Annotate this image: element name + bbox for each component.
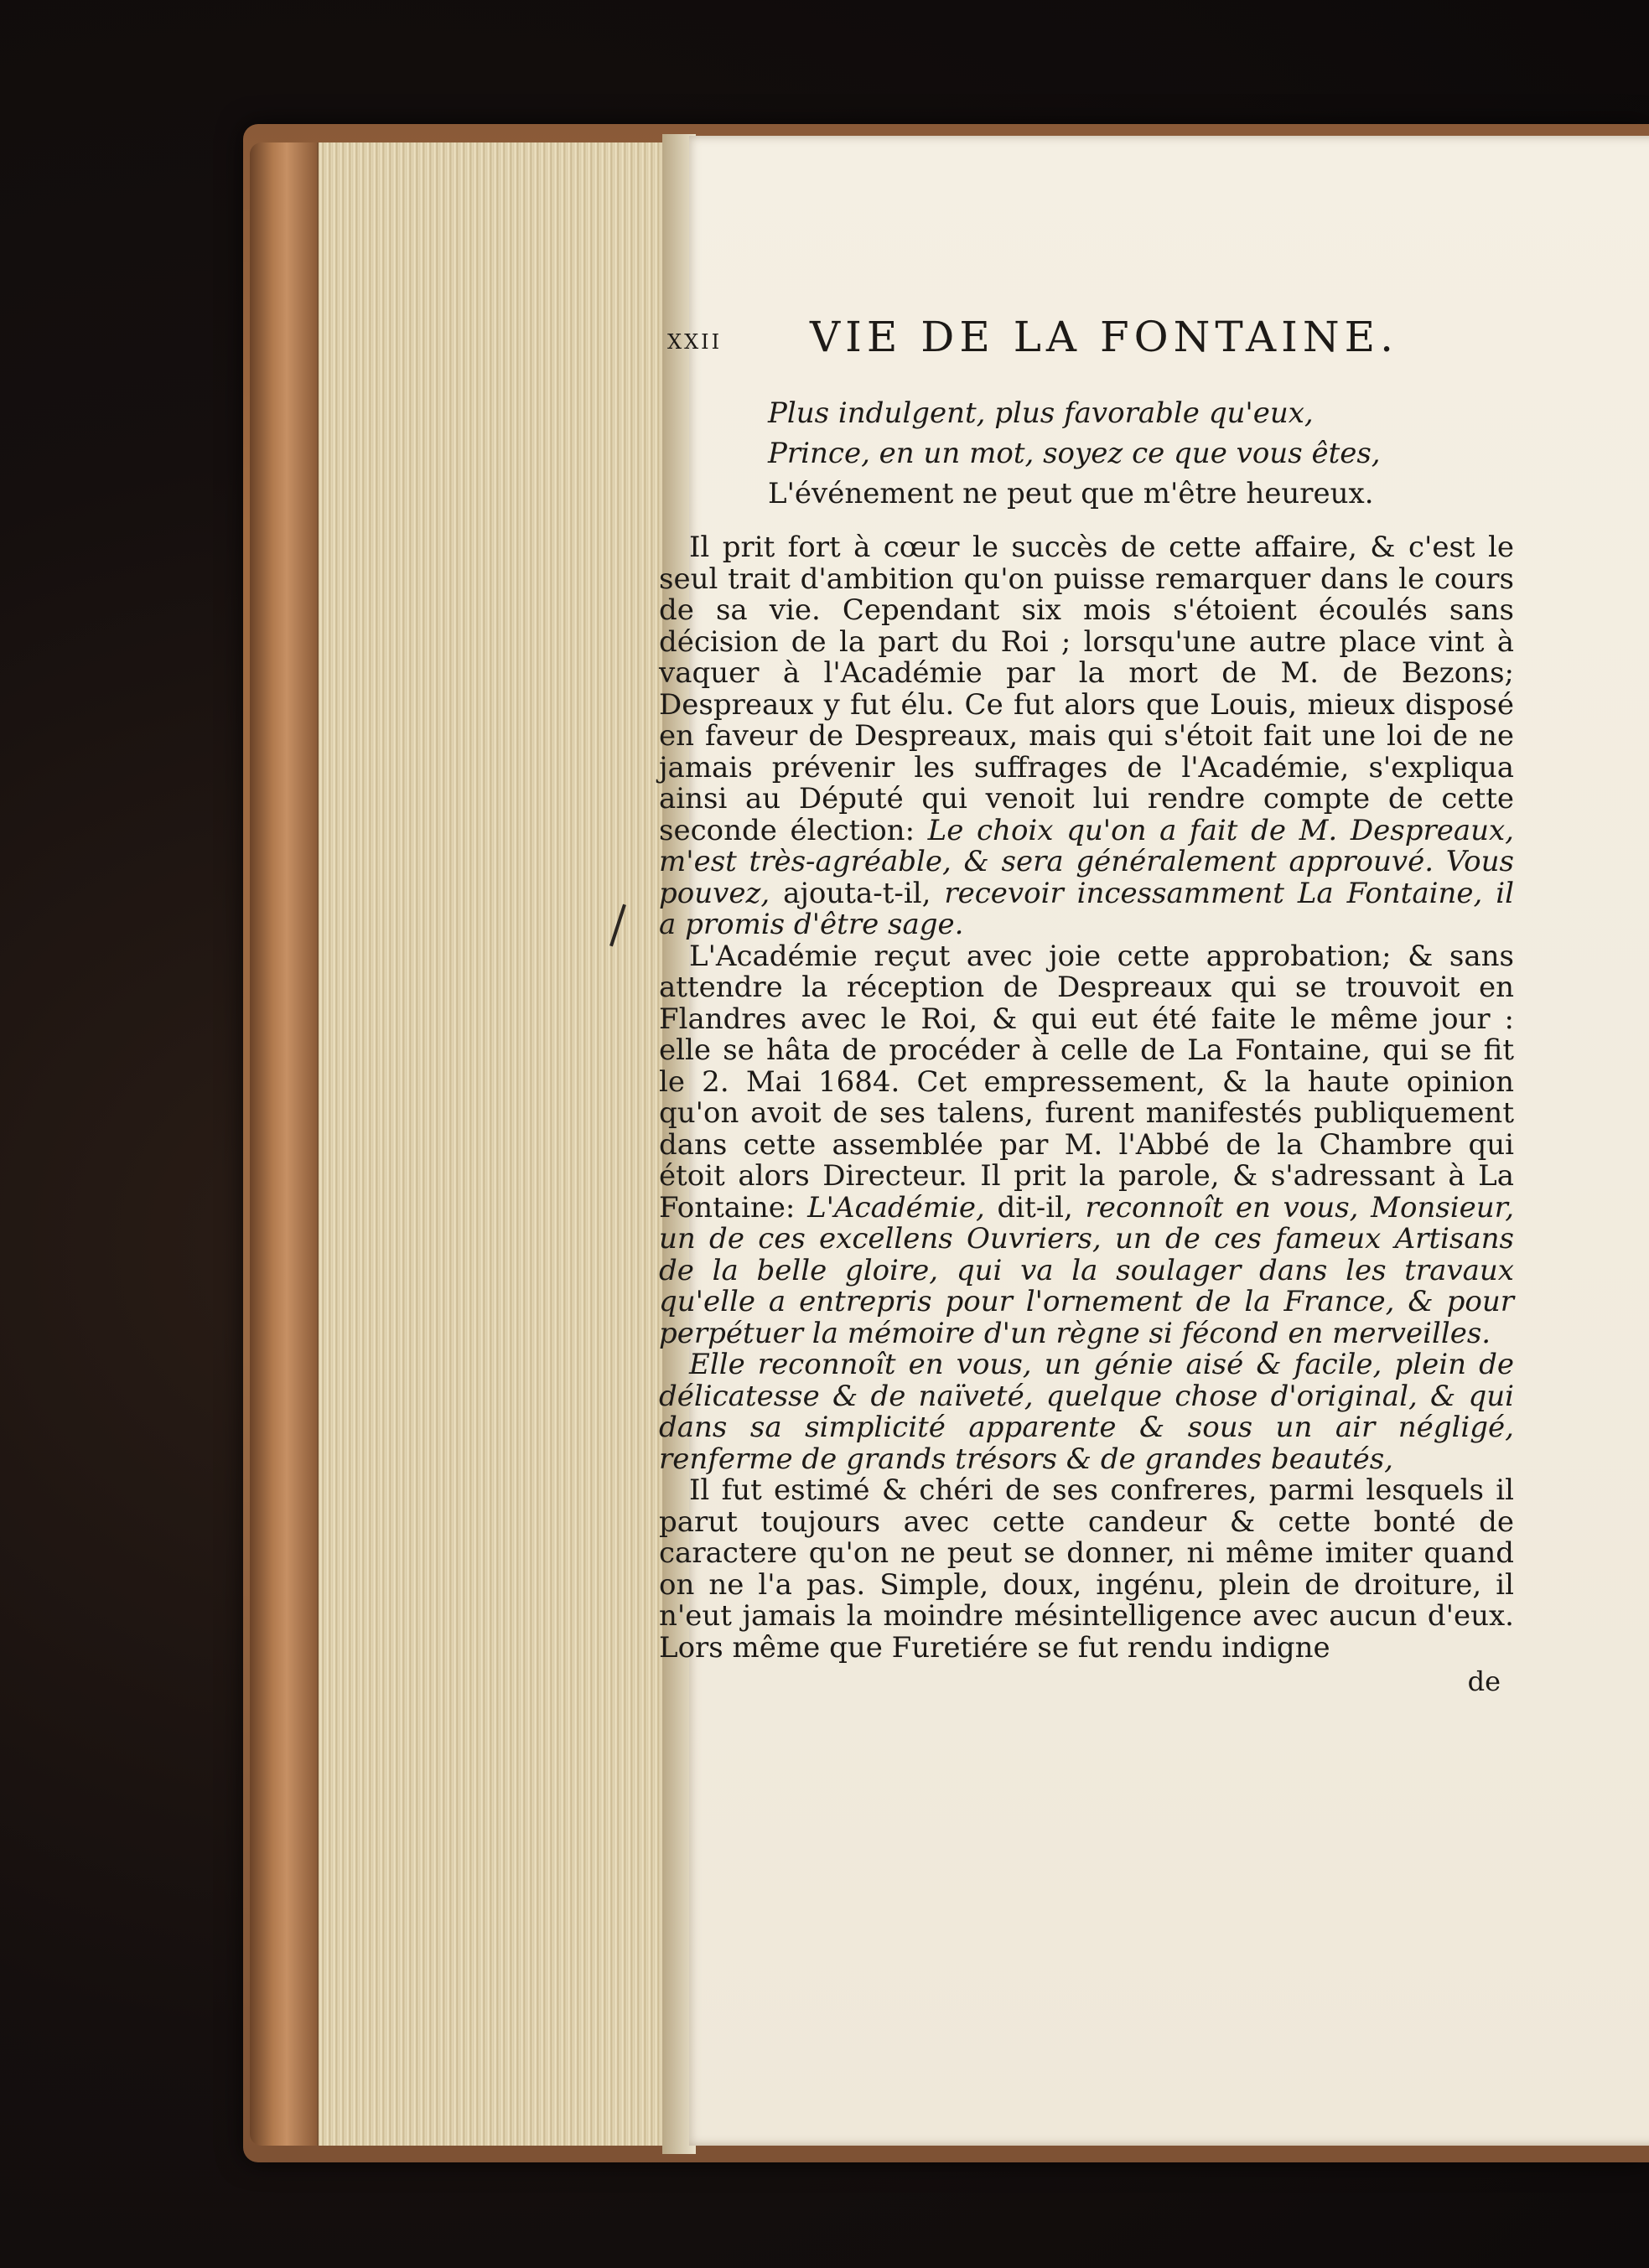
paragraph [659, 532, 1514, 941]
page-text [659, 306, 1514, 1697]
verse-quote [768, 393, 1514, 514]
text-run: Il prit fort à cœur le succès de cette affaire, & c'est le seul trait d'ambition qu'on puisse remarquer dans le cours de sa vie. Cependant six mois s'étoient écoulés sans décision de la part du Roi ; lorsqu'une autre place vint à vaquer à l'Académie par la mort de M. de Bezons; Despreaux y fut élu. Ce fut alors que Louis, mieux disposé en faveur de Despreaux, mais qui s'étoit fait une loi de ne jamais prévenir les suffrages de l'Académie, s'expliqua ainsi au Député qui venoit lui rendre compte de cette seconde élection: [659, 531, 1514, 847]
text-run-italic: L'Académie, [807, 1190, 985, 1225]
paragraph [659, 1349, 1514, 1475]
page-number: xxii [667, 323, 723, 356]
page-header [659, 306, 1514, 381]
running-title: VIE DE LA FONTAINE. [810, 313, 1398, 361]
text-run: ajouta-t-il, [770, 876, 945, 910]
verse-line: Plus indulgent, plus favorable qu'eux, [768, 396, 1314, 430]
book-spine [250, 142, 317, 2146]
catchword: de [1467, 1665, 1501, 1697]
verse-line: Prince, en un mot, soyez ce que vous êtes, [768, 437, 1381, 470]
text-run: dit-il, [984, 1190, 1086, 1225]
paragraph [659, 1475, 1514, 1664]
text-run-italic: recevoir incessamment La Fontaine, il a promis d'être sage. [659, 876, 1514, 941]
paragraph [659, 941, 1514, 1350]
text-run-italic: Le choix qu'on a fait de M. Despreaux, m'est très-agréable, & sera généralement approuvé. Vous pouvez, [659, 813, 1514, 910]
text-run-italic: reconnoît en vous, Monsieur, un de ces excellens Ouvriers, un de ces fameux Artisans de la belle gloire, qui va la soulager dans les travaux qu'elle a entrepris pour l'ornement de la France, & pour perpétuer la mémoire d'un règne si fécond en merveilles. [659, 1190, 1515, 1350]
verse-line: L'événement ne peut que m'être heureux. [768, 477, 1374, 510]
text-run-italic: Elle reconnoît en vous, un génie aisé & facile, plein de délicatesse & de naïveté, quelque chose d'original, & qui dans sa simplicité apparente & sous un air négligé, renferme de grands trésors & de grandes beautés, [659, 1348, 1514, 1476]
page-edges [317, 142, 696, 2146]
text-run: L'Académie reçut avec joie cette approbation; & sans attendre la réception de Despreaux qui se trouvoit en Flandres avec le Roi, & qui eut été faite le même jour : elle se hâta de procéder à celle de La Fontaine, qui se fit le 2. Mai 1684. Cet empressement, & la haute opinion qu'on avoit de ses talens, furent manifestés publiquement dans cette assemblée par M. l'Abbé de la Chambre qui étoit alors Directeur. Il prit la parole, & s'adressant à La Fontaine: [659, 939, 1514, 1225]
text-run: Il fut estimé & chéri de ses confreres, parmi lesquels il parut toujours avec cette candeur & cette bonté de caractere qu'on ne peut se donner, ni même imiter quand on ne l'a pas. Simple, doux, ingénu, plein de droiture, il n'eut jamais la moindre mésintelligence avec aucun d'eux. Lors même que Furetiére se fut rendu indigne [659, 1473, 1514, 1665]
